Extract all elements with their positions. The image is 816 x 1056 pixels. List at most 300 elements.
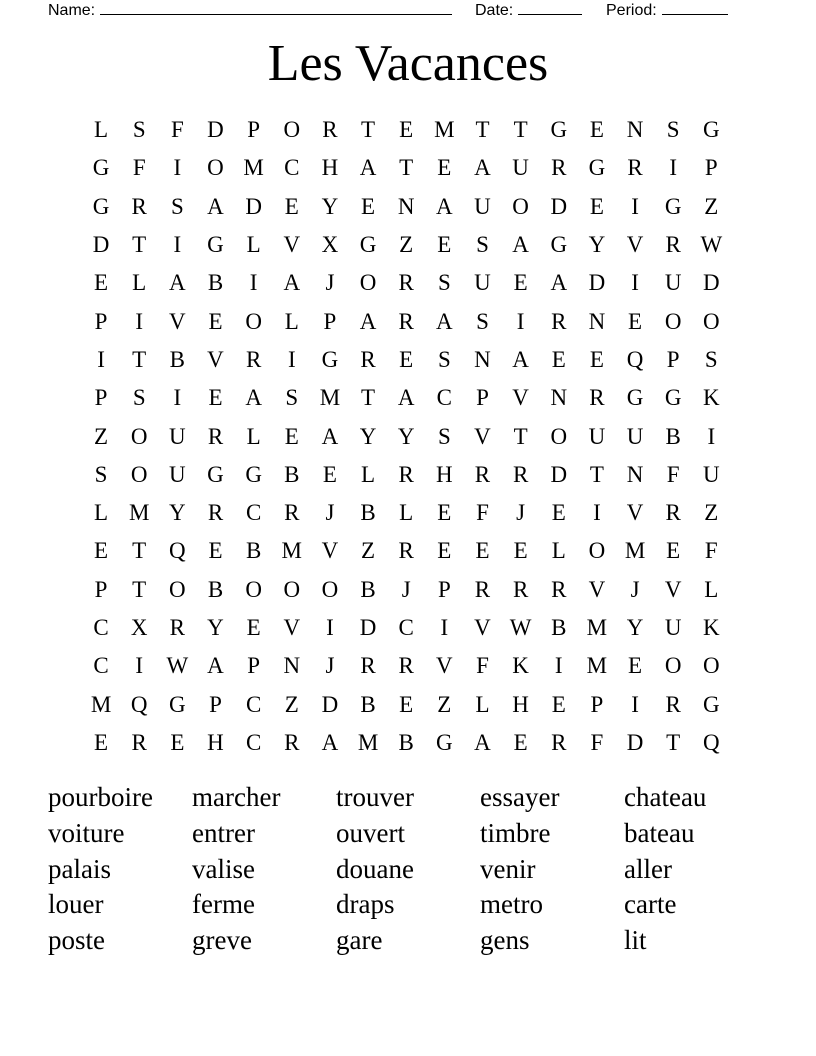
grid-letter: P (704, 155, 718, 181)
word-bank-item: metro (480, 889, 543, 920)
grid-row (82, 111, 730, 149)
grid-letter: A (359, 155, 377, 181)
grid-letter: E (628, 308, 643, 334)
grid-letter: G (207, 461, 224, 487)
grid-letter: V (474, 615, 491, 640)
name-label: Name: (48, 2, 96, 19)
grid-letter: X (130, 615, 148, 640)
grid-letter: E (322, 461, 337, 487)
grid-row (82, 494, 730, 532)
word-bank-item: trouver (336, 782, 414, 812)
grid-letter: E (628, 653, 643, 679)
grid-letter: R (474, 461, 491, 487)
grid-letter: O (359, 270, 377, 296)
grid-letter: N (626, 461, 644, 487)
grid-letter: J (325, 270, 335, 296)
grid-letter: B (360, 576, 376, 602)
word-bank-item: lit (624, 925, 647, 956)
grid-letter: I (593, 500, 601, 526)
grid-letter: Z (94, 423, 109, 449)
grid-letter: U (512, 155, 529, 181)
grid-letter: C (245, 729, 262, 755)
grid-letter: F (132, 155, 146, 181)
grid-letter: S (704, 346, 718, 372)
grid-letter: L (704, 576, 719, 602)
grid-letter: K (512, 653, 529, 679)
grid-letter: R (245, 346, 262, 372)
grid-letter: N (550, 385, 568, 411)
grid-letter: A (474, 729, 491, 755)
grid-letter: N (588, 308, 606, 334)
grid-letter: R (322, 117, 338, 143)
grid-letter: U (169, 423, 186, 449)
grid-letter: J (401, 576, 411, 602)
grid-letter: E (399, 346, 414, 372)
grid-letter: M (243, 155, 264, 181)
grid-letter: G (588, 155, 606, 181)
grid-letter: V (207, 346, 224, 372)
word-bank-item: marcher (192, 782, 281, 812)
grid-letter: Y (359, 423, 377, 449)
grid-letter: F (704, 538, 718, 564)
grid-letter: I (516, 308, 525, 334)
grid-letter: S (170, 193, 184, 219)
grid-letter: E (513, 538, 528, 564)
word-bank-item: draps (336, 889, 395, 920)
grid-letter: F (476, 500, 489, 526)
grid-letter: O (283, 117, 301, 143)
grid-letter: A (550, 270, 568, 296)
grid-letter: P (590, 691, 604, 717)
grid-letter: O (207, 155, 224, 181)
grid-letter: L (94, 500, 109, 526)
word-bank-item: voiture (48, 817, 125, 848)
word-bank-item: gens (480, 925, 530, 956)
grid-letter: V (436, 653, 453, 679)
grid-letter: O (664, 308, 682, 334)
grid-letter: E (399, 691, 414, 717)
grid-letter: A (283, 270, 301, 296)
grid-letter: B (551, 615, 567, 640)
grid-letter: E (551, 500, 566, 526)
grid-letter: D (703, 270, 720, 296)
grid-letter: A (321, 423, 339, 449)
grid-letter: B (398, 729, 414, 755)
grid-letter: C (436, 385, 452, 411)
grid-letter: R (207, 423, 224, 449)
grid-letter: R (398, 308, 414, 334)
grid-letter: E (437, 538, 452, 564)
grid-letter: R (512, 461, 529, 487)
grid-letter: T (132, 538, 147, 564)
grid-letter: M (319, 385, 341, 411)
grid-row (82, 571, 730, 609)
grid-letter: S (476, 308, 489, 334)
grid-letter: P (437, 576, 451, 602)
grid-letter: O (283, 576, 301, 602)
word-bank-item: carte (624, 889, 677, 920)
grid-letter: X (321, 232, 339, 258)
grid-row (82, 456, 730, 494)
grid-letter: D (207, 117, 224, 143)
grid-letter: I (554, 653, 563, 679)
worksheet-header (48, 0, 738, 20)
grid-letter: S (132, 117, 146, 143)
grid-letter: U (474, 270, 491, 296)
grid-letter: V (588, 576, 606, 602)
grid-letter: E (437, 232, 452, 258)
grid-letter: R (360, 653, 376, 679)
grid-letter: I (249, 270, 258, 296)
grid-letter: G (359, 232, 377, 258)
grid-row (82, 302, 730, 340)
grid-letter: G (92, 155, 110, 181)
grid-letter: E (551, 691, 566, 717)
grid-letter: L (475, 691, 490, 717)
grid-letter: E (589, 346, 604, 372)
grid-letter: P (476, 385, 489, 411)
word-bank-item: entrer (192, 817, 255, 848)
grid-letter: R (360, 346, 376, 372)
grid-letter: I (669, 155, 678, 181)
grid-row (82, 188, 730, 226)
grid-letter: R (665, 691, 681, 717)
grid-letter: R (398, 538, 414, 564)
grid-letter: B (360, 500, 376, 526)
grid-letter: E (94, 270, 109, 296)
grid-letter: G (703, 691, 720, 717)
grid-letter: P (94, 308, 108, 334)
grid-letter: Y (397, 423, 415, 449)
grid-letter: E (513, 729, 528, 755)
grid-row (82, 149, 730, 187)
grid-letter: I (173, 385, 182, 411)
grid-letter: P (94, 576, 108, 602)
grid-letter: R (398, 461, 414, 487)
grid-letter: K (703, 615, 720, 640)
grid-letter: S (437, 270, 451, 296)
grid-letter: F (170, 117, 184, 143)
word-bank-item: bateau (624, 817, 695, 848)
grid-letter: F (590, 729, 604, 755)
word-bank-item: greve (192, 925, 252, 956)
grid-letter: I (440, 615, 449, 640)
grid-letter: S (437, 423, 451, 449)
grid-letter: R (284, 500, 300, 526)
grid-letter: A (436, 308, 453, 334)
grid-letter: B (207, 270, 224, 296)
grid-letter: V (474, 423, 491, 449)
grid-letter: O (703, 653, 720, 679)
grid-letter: I (173, 155, 182, 181)
date-blank-line (518, 0, 582, 15)
grid-letter: G (664, 193, 682, 219)
grid-letter: S (476, 232, 489, 258)
grid-letter: D (92, 232, 110, 258)
word-bank-item: douane (336, 853, 414, 884)
grid-letter: N (474, 346, 491, 372)
date-field (475, 0, 582, 20)
grid-letter: Q (703, 729, 720, 755)
grid-letter: T (361, 117, 376, 143)
grid-letter: I (631, 270, 639, 296)
grid-letter: E (94, 729, 109, 755)
grid-letter: E (361, 193, 376, 219)
grid-letter: E (284, 423, 299, 449)
grid-letter: S (132, 385, 146, 411)
grid-letter: S (285, 385, 299, 411)
grid-letter: Y (321, 193, 339, 219)
grid-letter: O (321, 576, 339, 602)
grid-letter: U (626, 423, 644, 449)
grid-letter: R (589, 385, 605, 411)
grid-letter: A (245, 385, 262, 411)
grid-letter: H (436, 461, 453, 487)
grid-letter: L (246, 232, 261, 258)
grid-letter: I (707, 423, 716, 449)
grid-letter: V (626, 500, 644, 526)
grid-letter: H (321, 155, 339, 181)
grid-letter: C (245, 691, 262, 717)
grid-letter: E (551, 346, 566, 372)
grid-letter: R (551, 308, 567, 334)
grid-letter: V (626, 232, 644, 258)
grid-letter: G (550, 232, 568, 258)
grid-row (82, 647, 730, 685)
grid-letter: G (550, 117, 568, 143)
grid-letter: V (321, 538, 339, 564)
grid-letter: Q (169, 538, 186, 564)
grid-letter: R (627, 155, 643, 181)
word-bank-item: venir (480, 853, 536, 884)
grid-letter: O (512, 193, 529, 219)
grid-letter: M (624, 538, 646, 564)
grid-letter: U (664, 270, 682, 296)
grid-letter: P (323, 308, 337, 334)
grid-letter: Y (626, 615, 644, 640)
date-label: Date: (475, 2, 514, 19)
grid-letter: Z (437, 691, 452, 717)
grid-letter: Y (169, 500, 186, 526)
grid-letter: Y (588, 232, 606, 258)
grid-letter: C (93, 653, 109, 679)
grid-row (82, 341, 730, 379)
grid-row (82, 685, 730, 723)
grid-letter: H (512, 691, 529, 717)
grid-letter: O (130, 461, 148, 487)
grid-letter: E (94, 538, 109, 564)
grid-letter: L (132, 270, 147, 296)
grid-letter: B (665, 423, 681, 449)
grid-letter: O (703, 308, 720, 334)
grid-letter: T (132, 576, 147, 602)
grid-letter: K (703, 385, 720, 411)
grid-letter: R (207, 500, 224, 526)
grid-letter: D (359, 615, 377, 640)
grid-letter: I (97, 346, 105, 372)
grid-letter: O (245, 576, 262, 602)
word-search-grid (82, 111, 730, 762)
grid-letter: W (700, 232, 723, 258)
grid-letter: V (512, 385, 529, 411)
grid-letter: T (513, 117, 528, 143)
grid-letter: E (589, 117, 604, 143)
grid-letter: G (664, 385, 682, 411)
grid-letter: U (664, 615, 682, 640)
grid-letter: W (166, 653, 189, 679)
grid-letter: A (321, 729, 339, 755)
grid-letter: R (665, 232, 681, 258)
grid-letter: I (135, 308, 144, 334)
grid-letter: B (245, 538, 262, 564)
grid-letter: D (321, 691, 339, 717)
grid-letter: G (169, 691, 186, 717)
word-bank-item: timbre (480, 817, 551, 848)
grid-letter: A (474, 155, 491, 181)
grid-letter: G (92, 193, 110, 219)
grid-letter: G (245, 461, 262, 487)
grid-letter: I (326, 615, 334, 640)
grid-letter: M (586, 615, 608, 640)
grid-letter: R (284, 729, 300, 755)
grid-letter: M (281, 538, 302, 564)
grid-letter: V (664, 576, 682, 602)
grid-letter: L (551, 538, 566, 564)
grid-row (82, 417, 730, 455)
grid-letter: M (357, 729, 379, 755)
grid-letter: F (666, 461, 680, 487)
grid-letter: R (551, 729, 567, 755)
grid-letter: P (209, 691, 222, 717)
grid-letter: T (475, 117, 490, 143)
grid-letter: C (398, 615, 414, 640)
grid-letter: C (284, 155, 300, 181)
grid-letter: O (130, 423, 148, 449)
period-field (606, 0, 728, 20)
grid-letter: R (665, 500, 681, 526)
grid-letter: A (512, 346, 529, 372)
word-bank-item: poste (48, 925, 105, 956)
grid-letter: T (589, 461, 604, 487)
grid-letter: N (283, 653, 301, 679)
word-bank-item: ferme (192, 889, 255, 920)
grid-letter: I (631, 691, 639, 717)
grid-letter: W (509, 615, 532, 640)
word-bank-item: louer (48, 889, 104, 920)
grid-letter: L (284, 308, 299, 334)
grid-letter: G (703, 117, 720, 143)
period-blank-line (662, 0, 728, 15)
grid-letter: E (284, 193, 299, 219)
word-bank-item: ouvert (336, 817, 405, 848)
grid-letter: G (321, 346, 339, 372)
grid-letter: L (246, 423, 261, 449)
grid-row (82, 532, 730, 570)
grid-letter: R (131, 193, 147, 219)
grid-letter: R (169, 615, 186, 640)
grid-row (82, 724, 730, 762)
word-bank-item: essayer (480, 782, 560, 812)
grid-letter: D (550, 193, 568, 219)
grid-letter: S (666, 117, 680, 143)
grid-letter: D (626, 729, 644, 755)
grid-letter: M (434, 117, 455, 143)
grid-letter: Z (704, 500, 719, 526)
grid-letter: T (666, 729, 681, 755)
grid-letter: P (247, 653, 261, 679)
grid-letter: O (550, 423, 568, 449)
grid-letter: E (589, 193, 604, 219)
grid-letter: Q (130, 691, 148, 717)
grid-letter: S (94, 461, 108, 487)
grid-letter: A (207, 193, 224, 219)
grid-letter: J (325, 500, 335, 526)
grid-letter: F (476, 653, 489, 679)
grid-letter: T (132, 232, 147, 258)
grid-letter: R (551, 155, 567, 181)
grid-letter: B (169, 346, 186, 372)
grid-letter: O (245, 308, 262, 334)
grid-letter: S (437, 346, 451, 372)
grid-letter: J (516, 500, 526, 526)
word-bank-item: palais (48, 853, 111, 884)
grid-letter: E (208, 308, 223, 334)
grid-row (82, 609, 730, 647)
grid-letter: E (399, 117, 414, 143)
word-bank (48, 780, 768, 959)
grid-letter: A (207, 653, 224, 679)
grid-letter: A (169, 270, 186, 296)
grid-letter: A (359, 308, 377, 334)
grid-letter: G (626, 385, 644, 411)
grid-letter: E (208, 538, 223, 564)
grid-letter: R (398, 653, 414, 679)
grid-letter: E (513, 270, 528, 296)
grid-letter: G (207, 232, 224, 258)
grid-letter: M (586, 653, 608, 679)
grid-row (82, 379, 730, 417)
grid-letter: Y (207, 615, 224, 640)
grid-letter: M (128, 500, 150, 526)
word-bank-item: aller (624, 853, 672, 884)
grid-letter: V (283, 232, 301, 258)
grid-letter: G (436, 729, 453, 755)
grid-letter: P (666, 346, 680, 372)
grid-row (82, 226, 730, 264)
grid-letter: U (703, 461, 720, 487)
grid-letter: T (513, 423, 528, 449)
grid-letter: I (173, 232, 182, 258)
grid-letter: V (283, 615, 301, 640)
grid-letter: C (93, 615, 109, 640)
grid-letter: D (588, 270, 606, 296)
grid-letter: B (284, 461, 300, 487)
word-bank-item: pourboire (48, 782, 153, 812)
word-bank-item: valise (192, 853, 255, 884)
grid-letter: I (287, 346, 296, 372)
grid-letter: J (630, 576, 640, 602)
grid-letter: B (360, 691, 376, 717)
grid-letter: M (90, 691, 112, 717)
grid-letter: N (397, 193, 415, 219)
period-label: Period: (606, 2, 657, 19)
word-bank-item: chateau (624, 782, 707, 812)
grid-letter: C (245, 500, 262, 526)
grid-letter: N (626, 117, 644, 143)
grid-letter: Z (361, 538, 376, 564)
grid-letter: E (170, 729, 185, 755)
grid-letter: I (631, 193, 639, 219)
